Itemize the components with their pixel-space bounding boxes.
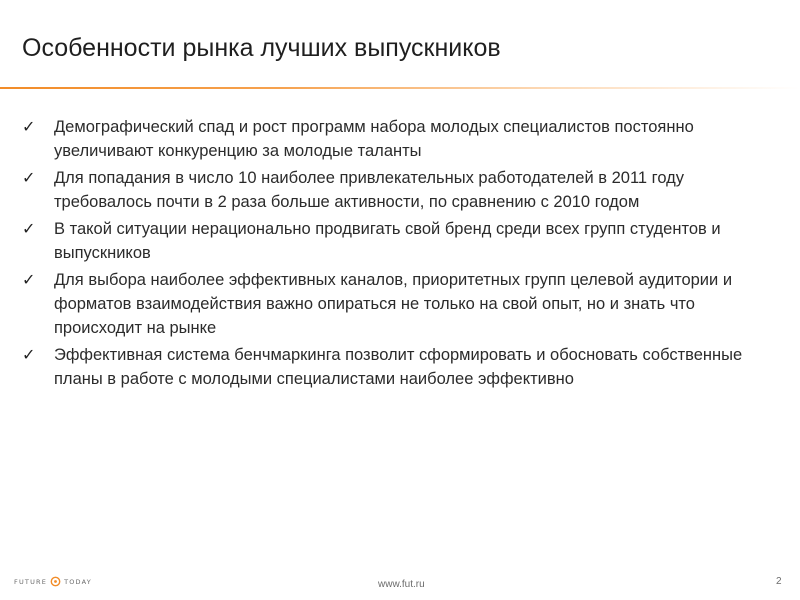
bullet-text: Для попадания в число 10 наиболее привлекательных работодателей в 2011 году требовалось почти в 2 раза больше активности, по сравнению с 2010 годом xyxy=(54,169,685,211)
bullet-item xyxy=(22,115,770,163)
check-icon: ✓ xyxy=(22,117,36,136)
bullet-list xyxy=(22,115,770,394)
slide-title: Особенности рынка лучших выпускников xyxy=(22,34,501,62)
bullet-item xyxy=(22,268,770,340)
logo-ring-icon xyxy=(50,576,61,587)
check-icon: ✓ xyxy=(22,219,36,238)
check-icon: ✓ xyxy=(22,270,36,289)
bullet-item xyxy=(22,166,770,214)
logo-text-future: FUTURE xyxy=(14,577,48,586)
company-logo xyxy=(14,576,92,587)
bullet-text: Демографический спад и рост программ набора молодых специалистов постоянно увеличивают конкуренцию за молодые таланты xyxy=(54,118,694,160)
page-number: 2 xyxy=(776,576,782,587)
footer-url[interactable]: www.fut.ru xyxy=(378,579,425,590)
bullet-item xyxy=(22,217,770,265)
bullet-text: Эффективная система бенчмаркинга позволит сформировать и обосновать собственные планы в работе с молодыми специалистами наиболее эффективно xyxy=(54,346,743,388)
logo-text-today: TODAY xyxy=(64,577,92,586)
bullet-item xyxy=(22,343,770,391)
bullet-text: В такой ситуации нерационально продвигать свой бренд среди всех групп студентов и выпускников xyxy=(54,220,721,262)
bullet-text: Для выбора наиболее эффективных каналов, приоритетных групп целевой аудитории и форматов взаимодействия важно опираться не только на свой опыт, но и знать что происходит на рынке xyxy=(54,271,733,337)
check-icon: ✓ xyxy=(22,168,36,187)
title-divider xyxy=(0,87,800,89)
check-icon: ✓ xyxy=(22,345,36,364)
